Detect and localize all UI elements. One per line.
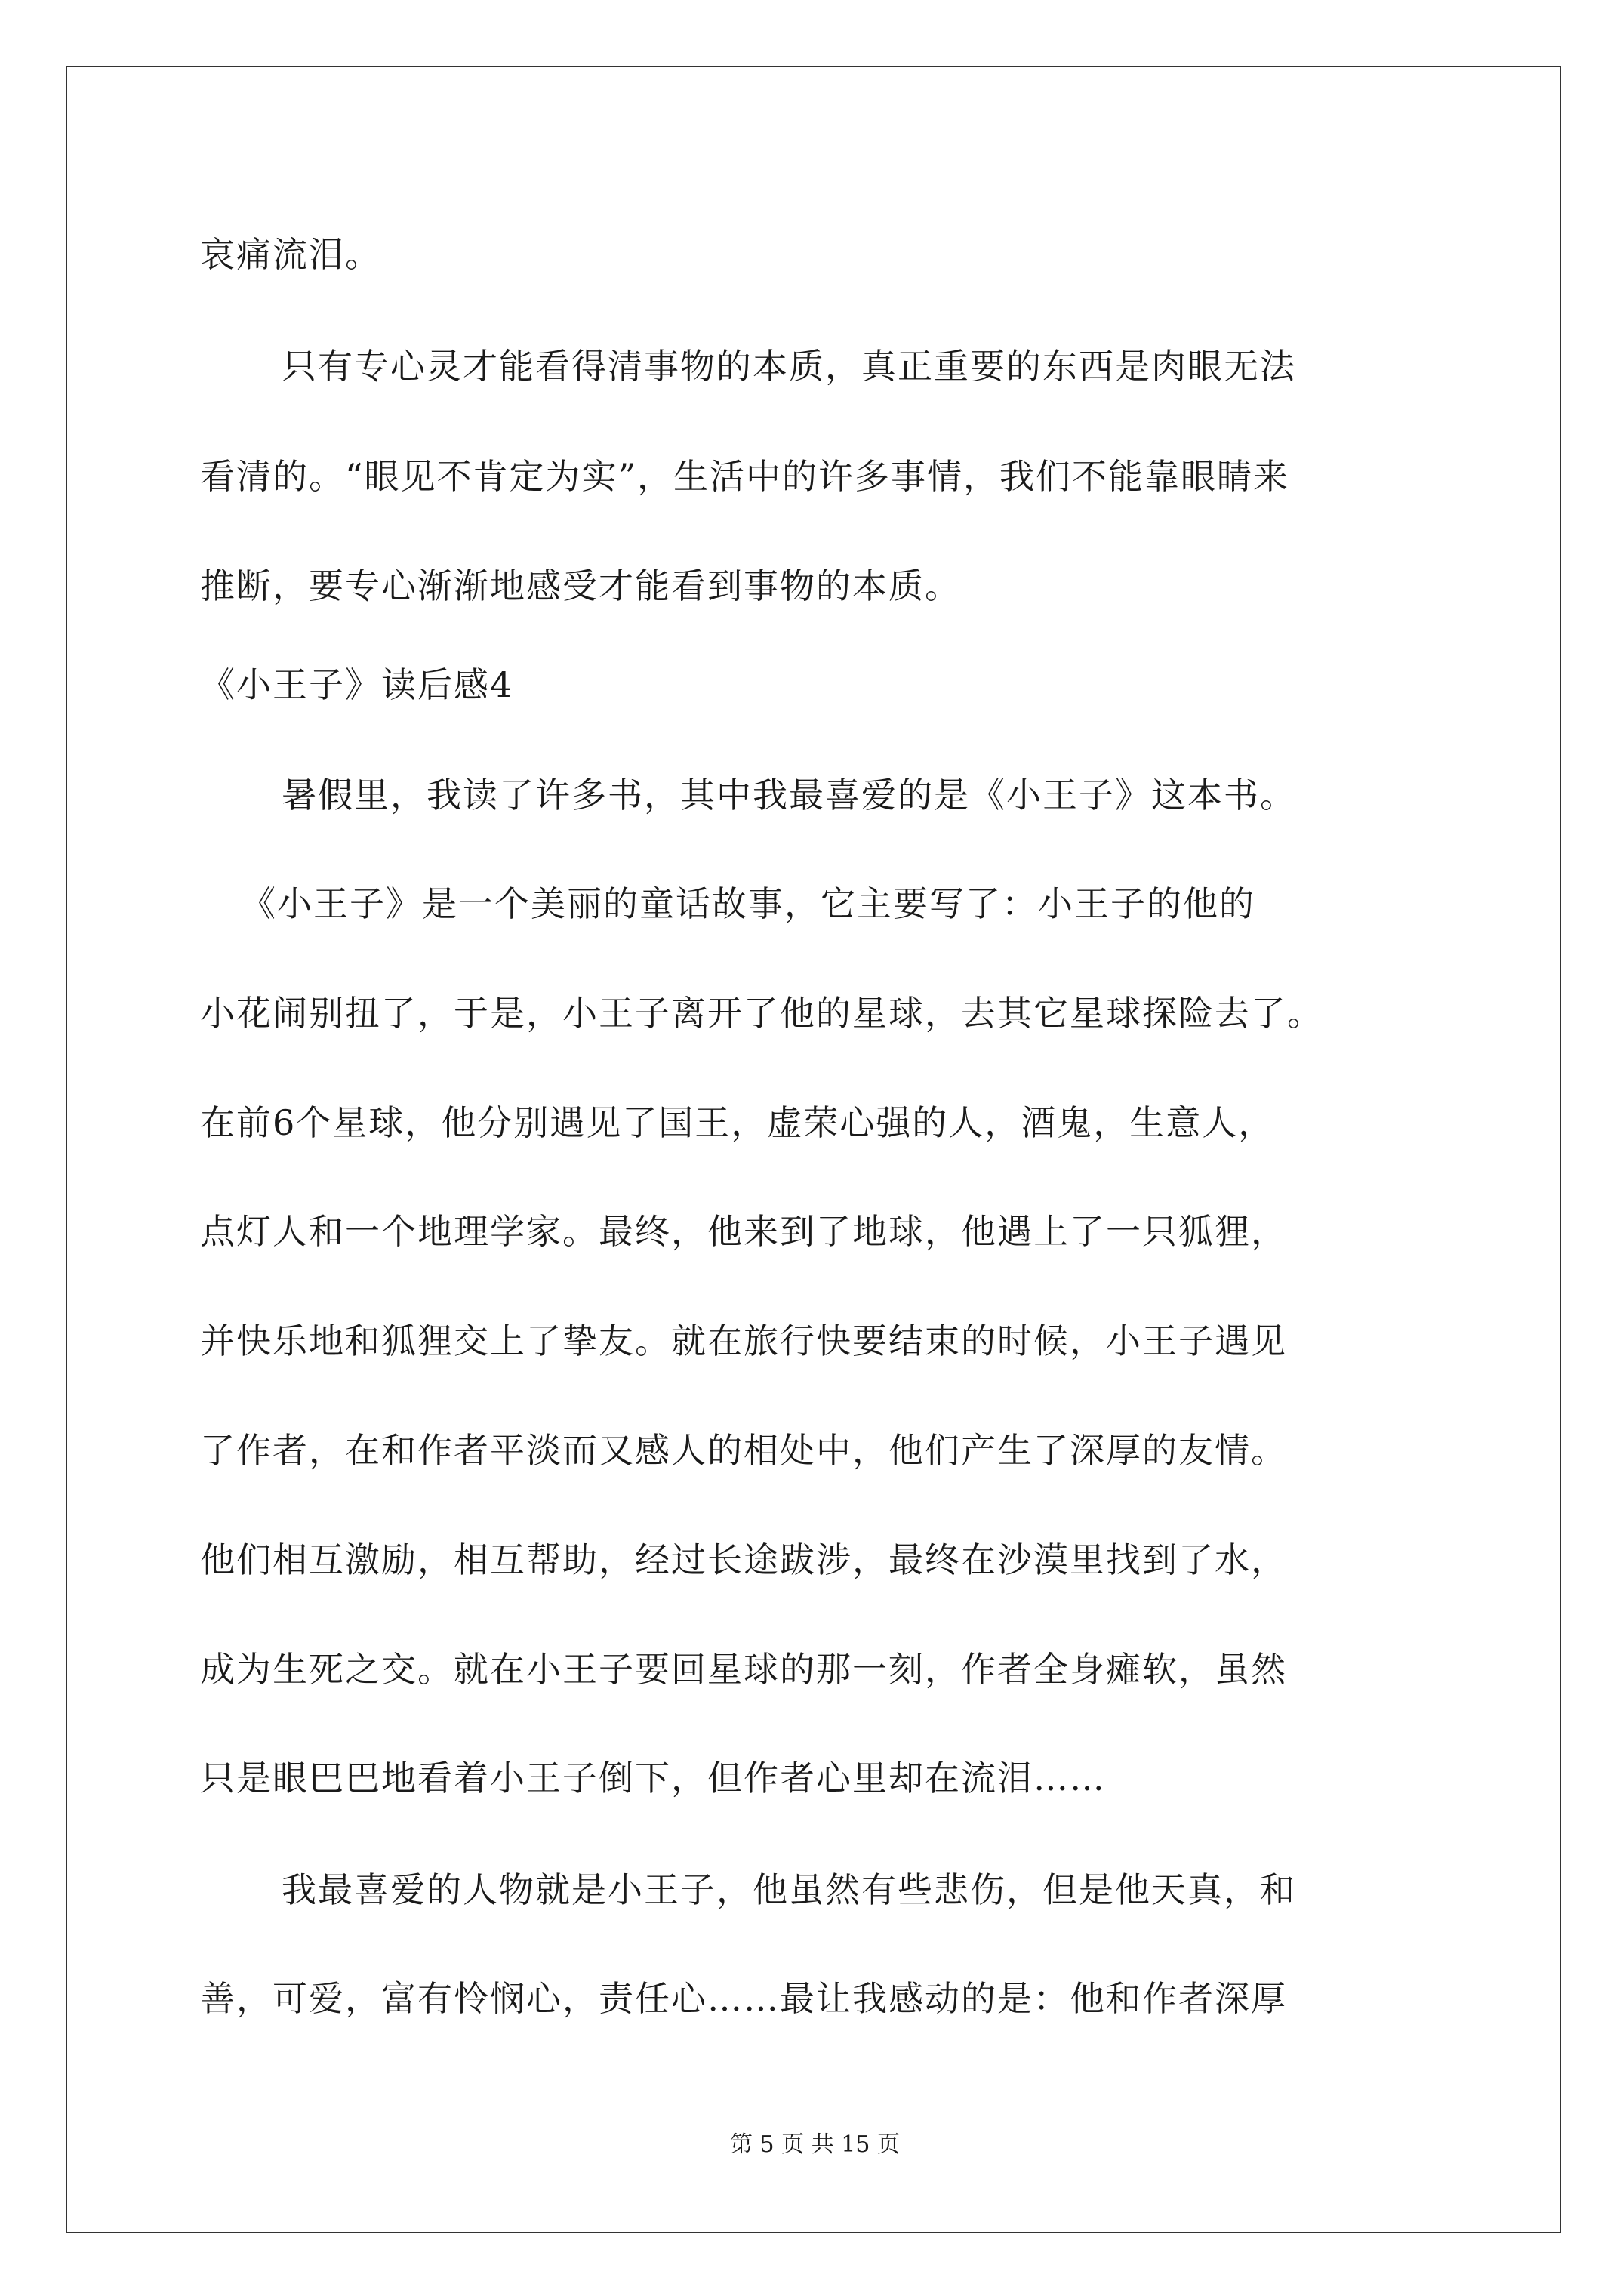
paragraph-4-line-2: 善，可爱，富有怜悯心，责任心……最让我感动的是：他和作者深厚	[200, 1978, 1287, 2019]
paragraph-1-line-2: 看清的。“眼见不肯定为实”，生活中的许多事情，我们不能靠眼睛来	[200, 456, 1290, 497]
paragraph-3-line-1: 《小王子》是一个美丽的童话故事，它主要写了：小王子的他的	[241, 883, 1255, 924]
paragraph-4-line-1: 我最喜爱的人物就是小王子，他虽然有些悲伤，但是他天真，和	[282, 1869, 1296, 1910]
paragraph-3-line-4: 点灯人和一个地理学家。最终，他来到了地球，他遇上了一只狐狸，	[200, 1211, 1287, 1252]
paragraph-3-line-3: 在前6个星球，他分别遇见了国王，虚荣心强的人，酒鬼，生意人，	[200, 1102, 1275, 1143]
paragraph-3-line-5: 并快乐地和狐狸交上了挚友。就在旅行快要结束的时候，小王子遇见	[200, 1321, 1287, 1361]
paragraph-end-line-1: 哀痛流泪。	[200, 234, 381, 275]
paragraph-3-line-7: 他们相互激励，相互帮助，经过长途跋涉，最终在沙漠里找到了水，	[200, 1539, 1287, 1580]
paragraph-1-line-3: 推断，要专心渐渐地感受才能看到事物的本质。	[200, 566, 961, 606]
paragraph-3-line-8: 成为生死之交。就在小王子要回星球的那一刻，作者全身瘫软，虽然	[200, 1649, 1287, 1690]
paragraph-3-line-9: 只是眼巴巴地看着小王子倒下，但作者心里却在流泪……	[200, 1758, 1106, 1798]
section-heading: 《小王子》读后感4	[200, 664, 514, 705]
paragraph-3-line-6: 了作者，在和作者平淡而又感人的相处中，他们产生了深厚的友情。	[200, 1430, 1287, 1471]
paragraph-1-line-1: 只有专心灵才能看得清事物的本质，真正重要的东西是肉眼无法	[282, 346, 1296, 387]
paragraph-2-line-1: 暑假里，我读了许多书，其中我最喜爱的是《小王子》这本书。	[282, 775, 1296, 815]
paragraph-3-line-2: 小花闹别扭了，于是，小王子离开了他的星球，去其它星球探险去了。	[200, 993, 1323, 1034]
page-frame	[66, 66, 1561, 2233]
page-number-footer: 第 5 页 共 15 页	[730, 2131, 900, 2158]
